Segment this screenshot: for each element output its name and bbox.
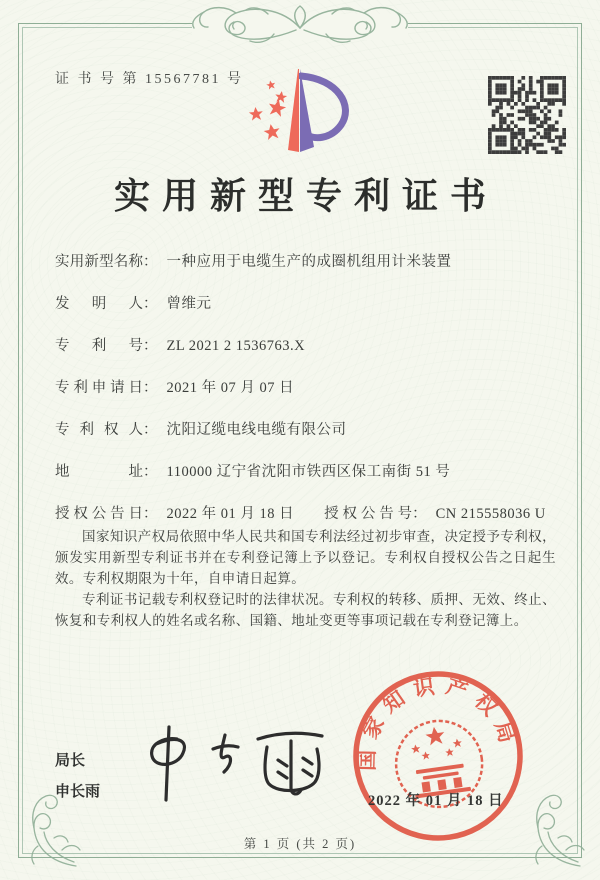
field-row-grant: 授权公告日： 2022 年 01 月 18 日 授权公告号： CN 215558036 U xyxy=(55,502,560,544)
qr-code xyxy=(488,76,566,154)
page-number: 第 1 页 (共 2 页) xyxy=(243,837,357,851)
field-label: 授权公告号 xyxy=(324,506,413,522)
field-list xyxy=(55,250,560,544)
director-signature xyxy=(128,720,353,810)
legal-paragraph-2: 专利证书记载专利权登记时的法律状况。专利权的转移、质押、无效、终止、恢复和专利权人的姓名或名称、国籍、地址变更等事项记载在专利登记簿上。 xyxy=(55,592,556,628)
director-name: 申长雨 xyxy=(55,784,101,800)
field-label: 发明人 xyxy=(55,296,143,312)
field-row-inventor: 发明人： 曾维元 xyxy=(55,292,560,334)
grant-no-group: 授权公告号： CN 215558036 U xyxy=(324,506,546,522)
director-title: 局长 xyxy=(55,753,86,769)
field-row-filing-date: 专利申请日： 2021 年 07 月 07 日 xyxy=(55,376,560,418)
legal-text xyxy=(55,526,556,631)
field-value: 110000 辽宁省沈阳市铁西区保工南街 51 号 xyxy=(166,464,451,480)
field-value: ZL 2021 2 1536763.X xyxy=(166,338,306,354)
official-seal xyxy=(339,657,538,856)
field-value: 沈阳辽缆电线电缆有限公司 xyxy=(166,422,347,438)
grant-date-value: 2022 年 01 月 18 日 xyxy=(166,506,295,522)
director-block xyxy=(55,746,100,808)
field-label: 专利号 xyxy=(55,338,143,354)
field-row-name: 实用新型名称： 一种应用于电缆生产的成圈机组用计米装置 xyxy=(55,250,560,292)
field-row-patent-no: 专利号： ZL 2021 2 1536763.X xyxy=(55,334,560,376)
field-row-address: 地址： 110000 辽宁省沈阳市铁西区保工南街 51 号 xyxy=(55,460,560,502)
seal-text: 国家知识产权局 xyxy=(354,673,522,772)
field-value: 曾维元 xyxy=(166,296,212,312)
field-label: 专利权人 xyxy=(55,422,143,438)
field-value: 2021 年 07 月 07 日 xyxy=(166,380,295,396)
seal-date: 2022 年 01 月 18 日 xyxy=(368,793,504,809)
grant-no-value: CN 215558036 U xyxy=(435,506,546,522)
field-label: 地址 xyxy=(55,464,143,480)
field-value: 一种应用于电缆生产的成圈机组用计米装置 xyxy=(166,254,452,270)
field-row-patentee: 专利权人： 沈阳辽缆电线电缆有限公司 xyxy=(55,418,560,460)
certificate-title: 实用新型专利证书 xyxy=(113,176,498,216)
svg-text:国家知识产权局 xyxy=(343,664,522,775)
field-label: 授权公告日 xyxy=(55,506,143,522)
certificate-number: 证 书 号 第 15567781 号 xyxy=(55,72,244,87)
legal-paragraph-1: 国家知识产权局依照中华人民共和国专利法经过初步审查，决定授予专利权，颁发实用新型专利证书并在专利登记簿上予以登记。专利权自授权公告之日起生效。专利权期限为十年，自申请日起算。 xyxy=(55,529,556,586)
cnipa-logo-icon xyxy=(238,56,364,166)
field-label: 专利申请日 xyxy=(55,380,143,396)
field-label: 实用新型名称 xyxy=(55,254,143,270)
